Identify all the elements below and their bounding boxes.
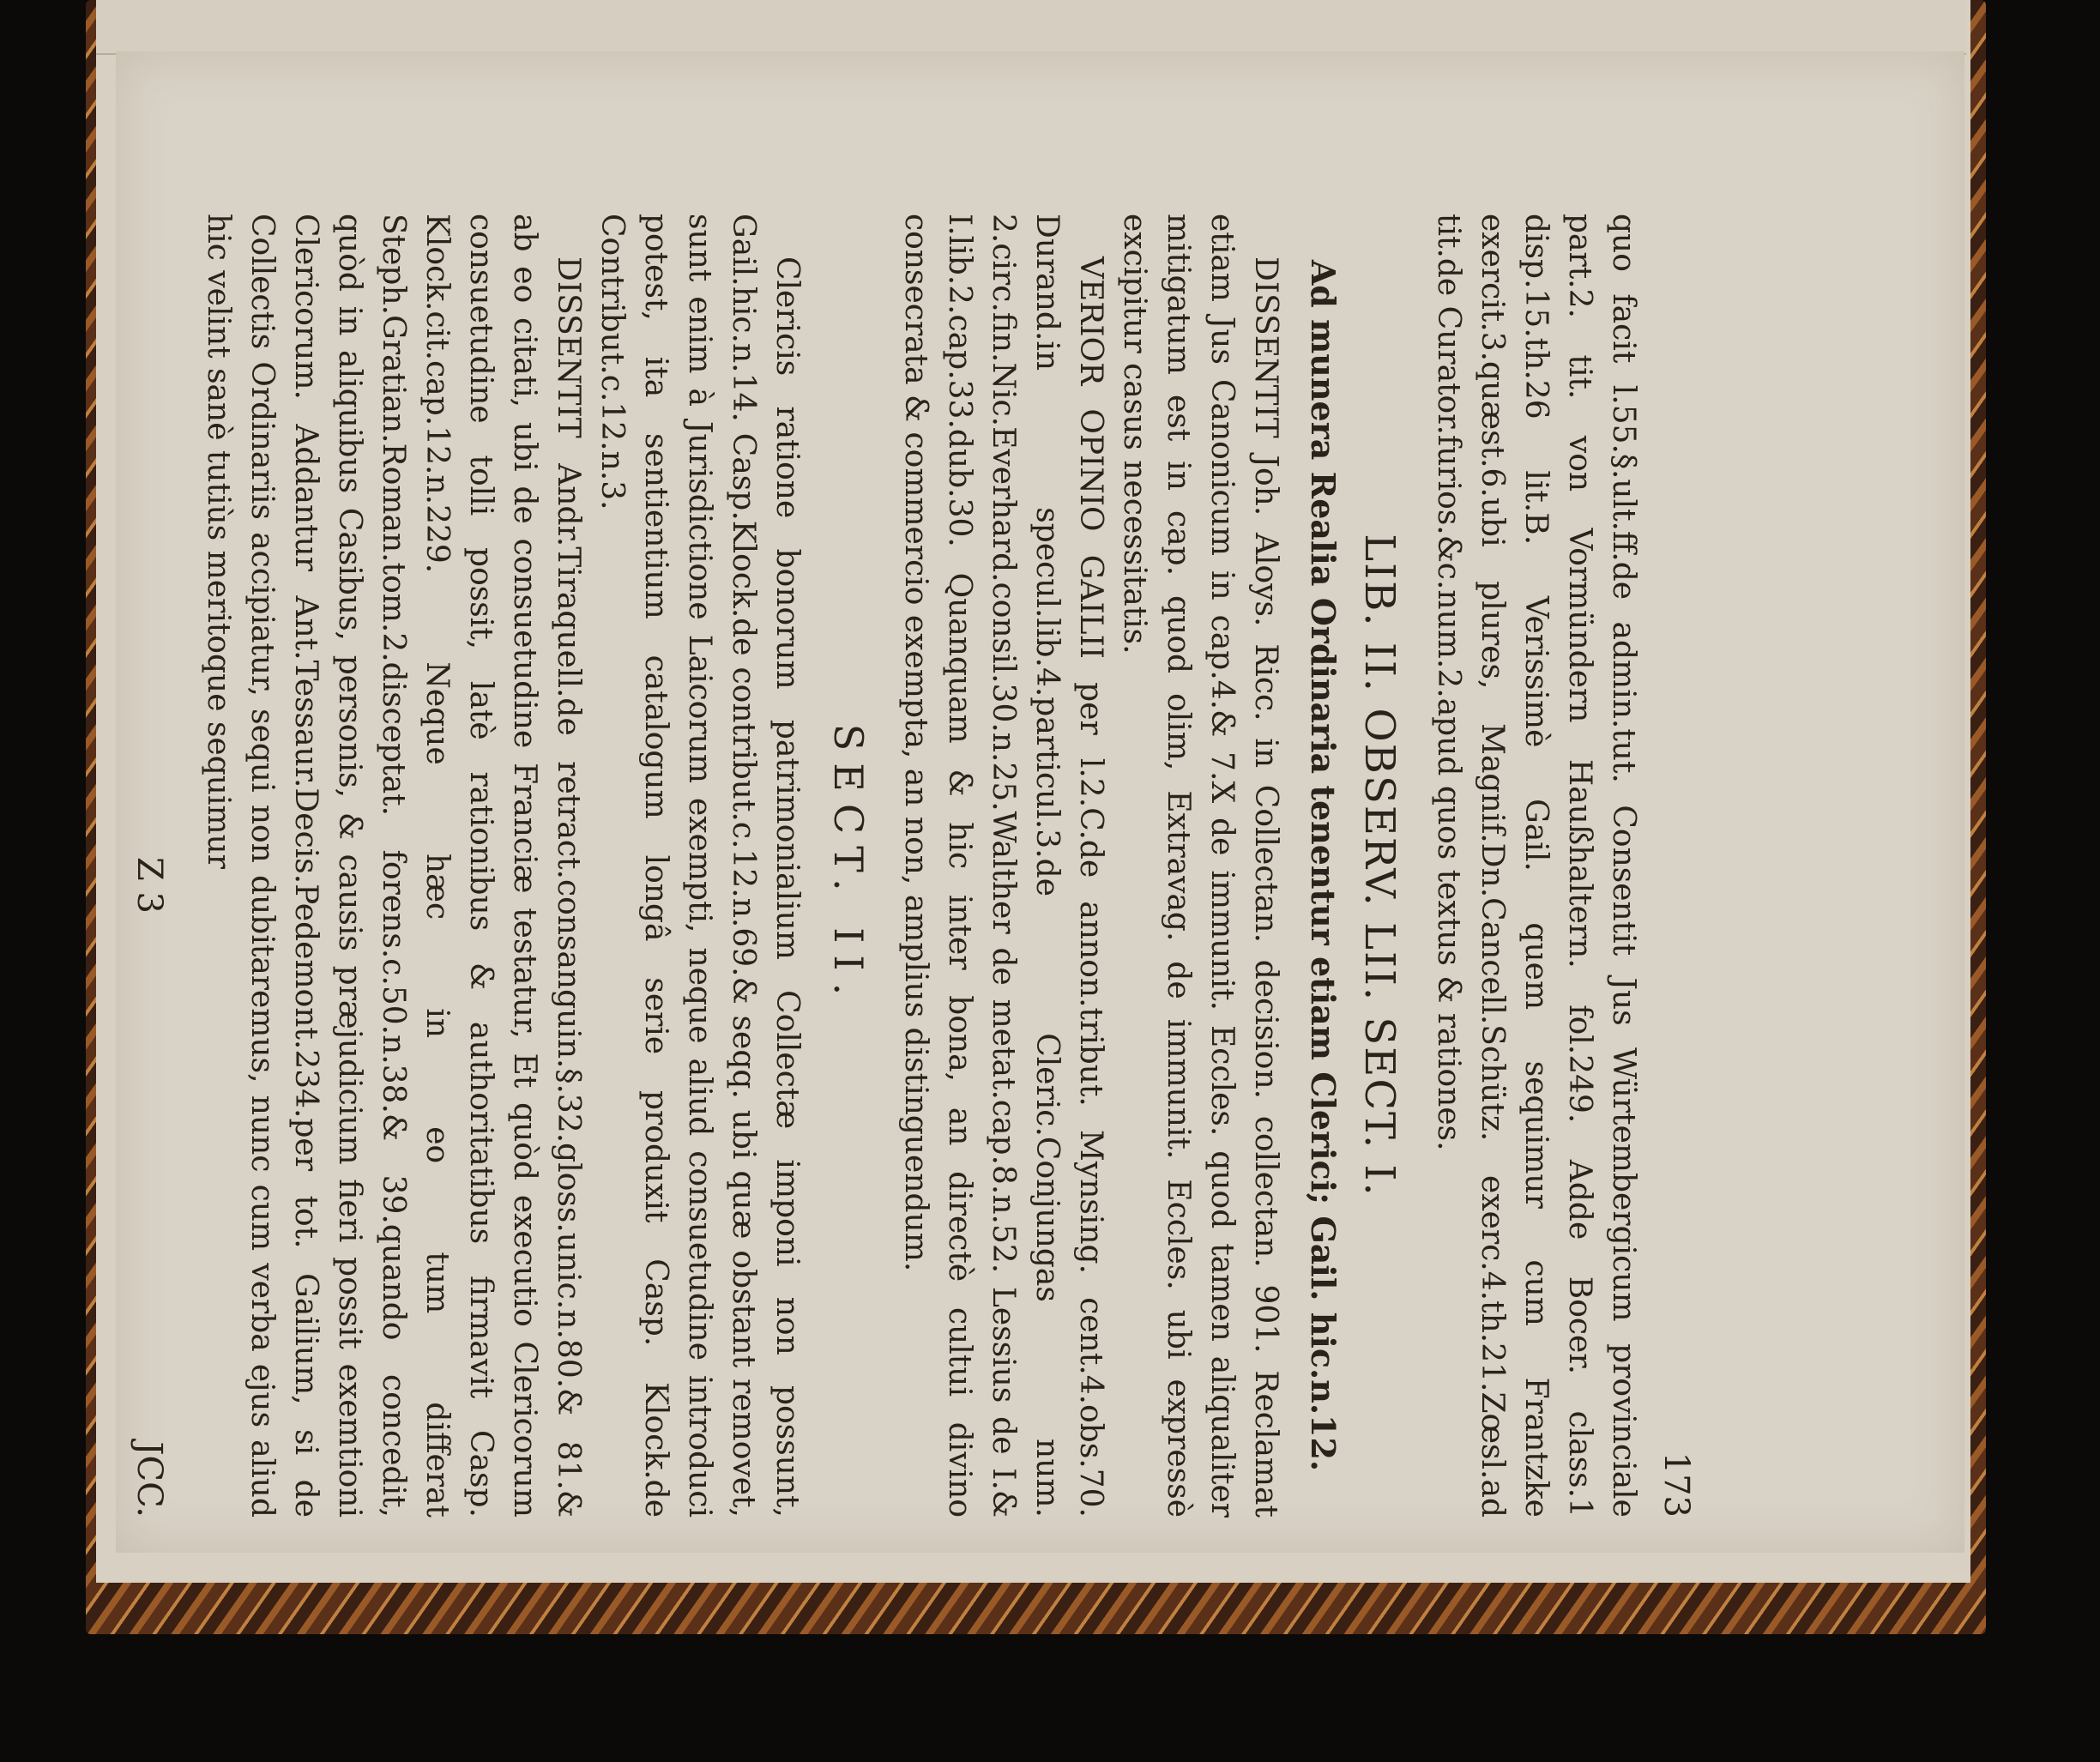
sect-heading: SECT. II.: [825, 723, 872, 1008]
paragraph-top-1: quo facit l.55.§.ult.ff.de admin.tut. Consentit Jus Würtembergicum provinciale part.2. tit. von Vormündern Haußhaltern. fol.249. Adde Bocer. class.1 disp.15.th.26 lit.B. Verissimè Gail. quem sequimur cum Frantzke exercit.3.quæst.6.ubi plures, Magnif.Dn.Cancell.Schütz. exerc.4.th.21.Zœsl.ad tit.de Curator.furios.&c.num.2.apud quos textus & rationes.: [1431, 214, 1641, 1518]
page-header: [1654, 214, 1698, 1518]
paragraph-mid-1: DISSENTIT Joh. Aloys. Ricc. in Collectan. decision. collectan. 901. Reclamat etiam Jus Canonicum in cap.4.& 7.X de immunit. Eccles. quod tamen aliqualiter mitigatum est in cap. quod olim, Extravag. de immunit. Eccles. ubi expressè excipitur casus necessitatis.: [1117, 214, 1283, 1518]
rotated-text-block: [130, 162, 1758, 1569]
observation-subheading: Ad munera Realia Ordinaria tenentur etiam Clerici; Gail. hic.n.12.: [1304, 259, 1343, 1472]
previous-page-edge: [96, 0, 1966, 55]
paragraph-bottom-2: DISSENTIT Andr.Tiraquell.de retract.consanguin.§.32.gloss.unic.n.80.& 81.& ab eo citati, ubi de consuetudine Franciæ testatur, Et quòd executio Clericorum consuetudine tolli possit, latè rationibus & authoritatibus firmavit Casp. Klock.cit.cap.12.n.229. Neque hæc in eo tum differat Steph.Gratian.Roman.tom.2.disceptat. forens.c.50.n.38.& 39.quando concedit, quòd in aliquibus Casibus, personis, & causis præjudicium fieri possit exemtioni Clericorum. Addantur Ant.Tessaur.Decis.Pedemont.234.per tot. Gailium, si de Collectis Ordinariis accipiatur, sequi non dubitaremus, nunc cum verba ejus aliud hic velint sanè tutiùs meritoque sequimur: [201, 214, 586, 1518]
page-footer: [127, 214, 171, 1518]
lib-observ-heading: LIB. II. OBSERV. LII. SECT. I.: [1355, 534, 1403, 1198]
paragraph-bottom-1: Clericis ratione bonorum patrimonialium Collectæ imponi non possunt, Gail.hic.n.14. Casp.Klock.de contribut.c.12.n.69.& seqq. ubi quæ obstant removet, sunt enim à Jurisdictione Laicorum exempti, neque aliud consuetudine introduci potest, ita sentientium catalogum longâ serie produxit Casp. Klock.de Contribut.c.12.n.3.: [594, 214, 805, 1518]
signature-mark: Z 3: [130, 857, 169, 914]
page-text: [127, 162, 1758, 1569]
paragraph-mid-2: VERIOR OPINIO GAILII per l.2.C.de annon.tribut. Mynsing. cent.4.obs.70. Durand.in specul.lib.4.particul.3.de Cleric.Conjungas num. 2.circ.fin.Nic.Everhard.consil.30.n.25.Walther de metat.cap.8.n.52. Lessius de I.& I.lib.2.cap.33.dub.30. Quanquam & hic inter bona, an directè cultui divino consecrata & commercio exempta, an non, amplius distinguendum.: [898, 214, 1108, 1518]
page-number: 173: [1656, 1451, 1696, 1518]
catchword: JCC.: [130, 1441, 169, 1518]
